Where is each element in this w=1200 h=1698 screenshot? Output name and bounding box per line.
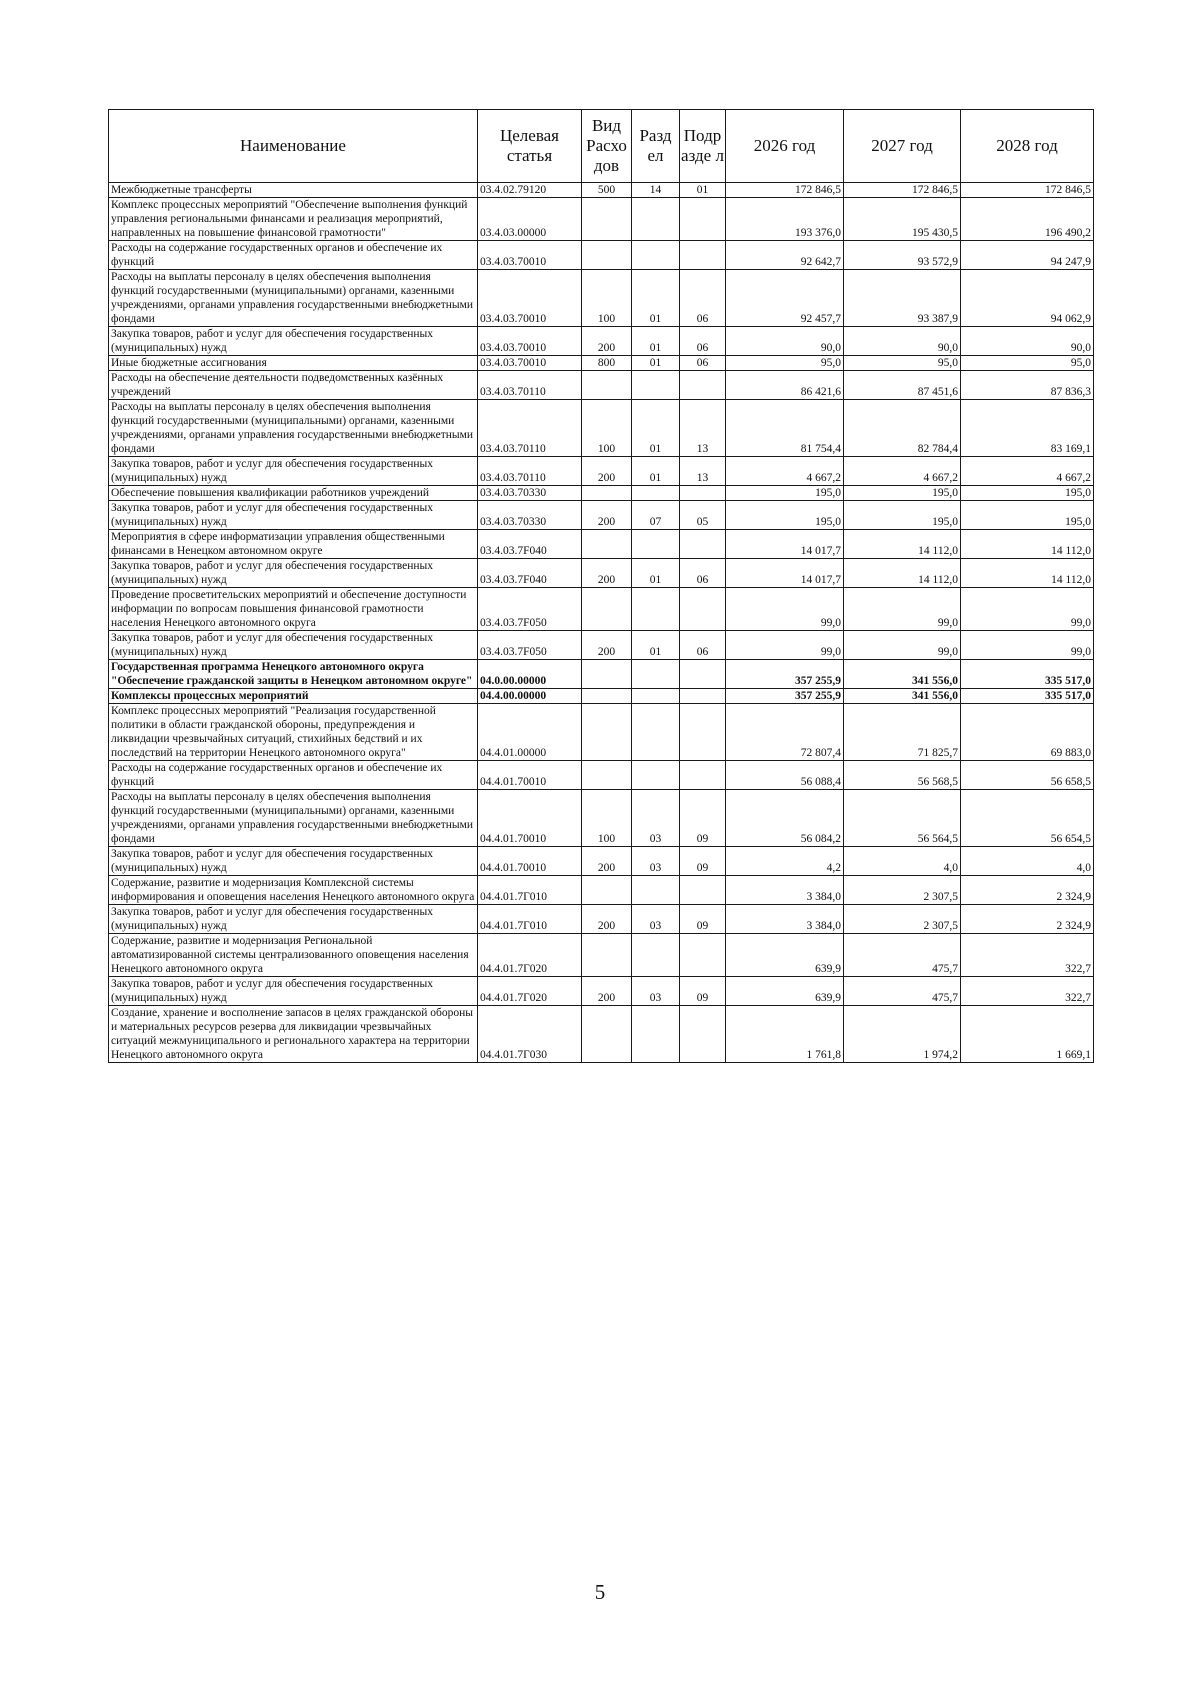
row-value-2028: 1 669,1 (961, 1006, 1094, 1063)
row-value-2027: 195,0 (844, 486, 961, 501)
row-section (632, 241, 680, 270)
table-row (109, 761, 1094, 790)
row-subsection: 05 (680, 501, 726, 530)
row-value-2028: 172 846,5 (961, 183, 1094, 198)
row-name: Закупка товаров, работ и услуг для обеспечения государственных (муниципальных) нужд (109, 977, 478, 1006)
table-row (109, 631, 1094, 660)
table-header-row (109, 110, 1094, 183)
row-value-2028: 4 667,2 (961, 457, 1094, 486)
row-value-2026: 95,0 (726, 356, 844, 371)
row-section: 14 (632, 183, 680, 198)
row-name: Расходы на содержание государственных органов и обеспечение их функций (109, 761, 478, 790)
row-expense-type (582, 1006, 632, 1063)
row-value-2028: 99,0 (961, 631, 1094, 660)
row-name: Государственная программа Ненецкого автономного округа "Обеспечение гражданской защиты в Ненецком автономном округе" (109, 660, 478, 689)
row-section (632, 588, 680, 631)
row-expense-type (582, 934, 632, 977)
row-value-2028: 195,0 (961, 486, 1094, 501)
table-row (109, 1006, 1094, 1063)
row-value-2027: 475,7 (844, 934, 961, 977)
row-expense-type: 500 (582, 183, 632, 198)
table-row (109, 704, 1094, 761)
row-name: Закупка товаров, работ и услуг для обеспечения государственных (муниципальных) нужд (109, 631, 478, 660)
row-section: 03 (632, 790, 680, 847)
row-name: Закупка товаров, работ и услуг для обеспечения государственных (муниципальных) нужд (109, 501, 478, 530)
row-target-code: 04.4.00.00000 (478, 689, 582, 704)
row-expense-type (582, 704, 632, 761)
row-name: Закупка товаров, работ и услуг для обеспечения государственных (муниципальных) нужд (109, 559, 478, 588)
table-row (109, 400, 1094, 457)
header-year-2028: 2028 год (961, 110, 1094, 183)
row-value-2028: 56 658,5 (961, 761, 1094, 790)
row-value-2027: 195,0 (844, 501, 961, 530)
row-expense-type (582, 761, 632, 790)
table-row (109, 689, 1094, 704)
table-row (109, 356, 1094, 371)
row-section (632, 198, 680, 241)
row-value-2028: 322,7 (961, 977, 1094, 1006)
row-target-code: 04.4.01.7Г030 (478, 1006, 582, 1063)
row-subsection: 06 (680, 559, 726, 588)
row-section (632, 486, 680, 501)
row-expense-type: 200 (582, 501, 632, 530)
row-name: Межбюджетные трансферты (109, 183, 478, 198)
row-subsection: 13 (680, 457, 726, 486)
row-section (632, 660, 680, 689)
row-value-2026: 357 255,9 (726, 660, 844, 689)
row-subsection: 06 (680, 327, 726, 356)
row-name: Содержание, развитие и модернизация Региональной автоматизированной системы централизованного оповещения населения Ненецкого автономного округа (109, 934, 478, 977)
row-name: Расходы на выплаты персоналу в целях обеспечения выполнения функций государственными (муниципальными) органами, казенными учреждениями, органами управления государственными внебюджетными фондами (109, 790, 478, 847)
row-value-2027: 93 572,9 (844, 241, 961, 270)
row-subsection: 09 (680, 790, 726, 847)
row-subsection (680, 761, 726, 790)
header-expense-type: Вид Расхо дов (582, 110, 632, 183)
row-value-2026: 4,2 (726, 847, 844, 876)
row-name: Закупка товаров, работ и услуг для обеспечения государственных (муниципальных) нужд (109, 457, 478, 486)
table-row (109, 327, 1094, 356)
row-target-code: 03.4.02.79120 (478, 183, 582, 198)
row-subsection (680, 689, 726, 704)
row-section: 01 (632, 457, 680, 486)
row-value-2028: 69 883,0 (961, 704, 1094, 761)
row-target-code: 03.4.03.70110 (478, 371, 582, 400)
row-value-2026: 1 761,8 (726, 1006, 844, 1063)
row-value-2026: 172 846,5 (726, 183, 844, 198)
row-value-2027: 90,0 (844, 327, 961, 356)
row-expense-type (582, 588, 632, 631)
row-expense-type: 100 (582, 790, 632, 847)
row-subsection: 06 (680, 631, 726, 660)
row-expense-type (582, 486, 632, 501)
row-target-code: 03.4.03.70330 (478, 501, 582, 530)
table-row (109, 270, 1094, 327)
row-expense-type (582, 198, 632, 241)
row-name: Расходы на содержание государственных органов и обеспечение их функций (109, 241, 478, 270)
row-name: Комплексы процессных мероприятий (109, 689, 478, 704)
table-row (109, 934, 1094, 977)
row-target-code: 04.0.00.00000 (478, 660, 582, 689)
row-value-2028: 335 517,0 (961, 689, 1094, 704)
table-row (109, 559, 1094, 588)
row-value-2027: 56 568,5 (844, 761, 961, 790)
row-value-2028: 87 836,3 (961, 371, 1094, 400)
row-expense-type (582, 660, 632, 689)
row-value-2026: 92 457,7 (726, 270, 844, 327)
row-value-2028: 90,0 (961, 327, 1094, 356)
row-name: Комплекс процессных мероприятий "Обеспечение выполнения функций управления региональными финансами и реализация мероприятий, направленных на повышение финансовой грамотности" (109, 198, 478, 241)
row-section: 01 (632, 270, 680, 327)
header-target: Целевая статья (478, 110, 582, 183)
row-value-2027: 87 451,6 (844, 371, 961, 400)
row-subsection (680, 660, 726, 689)
row-target-code: 04.4.01.7Г010 (478, 905, 582, 934)
table-row (109, 486, 1094, 501)
row-target-code: 03.4.03.70330 (478, 486, 582, 501)
row-target-code: 03.4.03.70010 (478, 241, 582, 270)
row-value-2027: 475,7 (844, 977, 961, 1006)
row-value-2028: 14 112,0 (961, 559, 1094, 588)
row-target-code: 04.4.01.70010 (478, 761, 582, 790)
row-expense-type (582, 876, 632, 905)
row-value-2026: 92 642,7 (726, 241, 844, 270)
row-value-2027: 2 307,5 (844, 876, 961, 905)
row-target-code: 03.4.03.00000 (478, 198, 582, 241)
row-value-2026: 357 255,9 (726, 689, 844, 704)
row-value-2027: 82 784,4 (844, 400, 961, 457)
row-value-2026: 99,0 (726, 588, 844, 631)
row-subsection: 13 (680, 400, 726, 457)
row-expense-type: 200 (582, 905, 632, 934)
row-name: Закупка товаров, работ и услуг для обеспечения государственных (муниципальных) нужд (109, 327, 478, 356)
row-value-2026: 81 754,4 (726, 400, 844, 457)
row-section (632, 876, 680, 905)
table-row (109, 198, 1094, 241)
row-target-code: 03.4.03.70010 (478, 270, 582, 327)
row-value-2026: 86 421,6 (726, 371, 844, 400)
row-value-2027: 172 846,5 (844, 183, 961, 198)
row-expense-type: 200 (582, 559, 632, 588)
table-row (109, 977, 1094, 1006)
row-expense-type: 200 (582, 457, 632, 486)
row-expense-type: 200 (582, 631, 632, 660)
row-expense-type: 200 (582, 847, 632, 876)
row-section (632, 530, 680, 559)
row-subsection (680, 198, 726, 241)
row-section (632, 689, 680, 704)
row-subsection (680, 486, 726, 501)
row-value-2027: 56 564,5 (844, 790, 961, 847)
row-name: Закупка товаров, работ и услуг для обеспечения государственных (муниципальных) нужд (109, 905, 478, 934)
row-subsection: 09 (680, 977, 726, 1006)
row-value-2027: 14 112,0 (844, 559, 961, 588)
row-target-code: 03.4.03.7F040 (478, 530, 582, 559)
row-value-2027: 4 667,2 (844, 457, 961, 486)
row-subsection: 06 (680, 270, 726, 327)
row-section: 01 (632, 327, 680, 356)
table-body (109, 183, 1094, 1063)
row-section (632, 761, 680, 790)
table-row (109, 241, 1094, 270)
row-section: 01 (632, 559, 680, 588)
row-expense-type: 100 (582, 400, 632, 457)
row-expense-type (582, 689, 632, 704)
row-subsection: 09 (680, 905, 726, 934)
row-value-2026: 99,0 (726, 631, 844, 660)
table-row (109, 876, 1094, 905)
row-target-code: 03.4.03.7F050 (478, 631, 582, 660)
row-value-2026: 195,0 (726, 501, 844, 530)
row-value-2027: 99,0 (844, 588, 961, 631)
row-section: 01 (632, 400, 680, 457)
row-value-2026: 72 807,4 (726, 704, 844, 761)
row-name: Комплекс процессных мероприятий "Реализация государственной политики в области гражданской обороны, предупреждения и ликвидации чрезвычайных ситуаций, стихийных бедствий и их последствий на территории Ненецкого автономного округа" (109, 704, 478, 761)
table-row (109, 847, 1094, 876)
row-expense-type: 200 (582, 977, 632, 1006)
row-subsection (680, 1006, 726, 1063)
row-target-code: 03.4.03.70010 (478, 356, 582, 371)
budget-table (108, 109, 1094, 1063)
row-target-code: 04.4.01.7Г020 (478, 977, 582, 1006)
row-target-code: 04.4.01.70010 (478, 847, 582, 876)
row-name: Обеспечение повышения квалификации работников учреждений (109, 486, 478, 501)
row-name: Создание, хранение и восполнение запасов в целях гражданской обороны и материальных ресурсов резерва для ликвидации чрезвычайных ситуаций межмуниципального и регионального характера на территории Ненецкого автономного округа (109, 1006, 478, 1063)
row-value-2028: 83 169,1 (961, 400, 1094, 457)
row-value-2028: 95,0 (961, 356, 1094, 371)
row-name: Закупка товаров, работ и услуг для обеспечения государственных (муниципальных) нужд (109, 847, 478, 876)
row-target-code: 04.4.01.7Г020 (478, 934, 582, 977)
row-value-2028: 14 112,0 (961, 530, 1094, 559)
row-value-2026: 195,0 (726, 486, 844, 501)
row-target-code: 04.4.01.70010 (478, 790, 582, 847)
row-name: Расходы на обеспечение деятельности подведомственных казённых учреждений (109, 371, 478, 400)
row-target-code: 04.4.01.00000 (478, 704, 582, 761)
row-value-2026: 4 667,2 (726, 457, 844, 486)
row-value-2028: 56 654,5 (961, 790, 1094, 847)
row-value-2027: 95,0 (844, 356, 961, 371)
row-name: Проведение просветительских мероприятий и обеспечение доступности информации по вопросам повышения финансовой грамотности населения Ненецкого автономного округа (109, 588, 478, 631)
row-section: 03 (632, 977, 680, 1006)
row-expense-type: 200 (582, 327, 632, 356)
table-row (109, 660, 1094, 689)
row-value-2028: 195,0 (961, 501, 1094, 530)
row-value-2028: 94 247,9 (961, 241, 1094, 270)
header-section: Разд ел (632, 110, 680, 183)
header-year-2026: 2026 год (726, 110, 844, 183)
row-name: Содержание, развитие и модернизация Комплексной системы информирования и оповещения населения Ненецкого автономного округа (109, 876, 478, 905)
row-value-2026: 3 384,0 (726, 905, 844, 934)
table-row (109, 905, 1094, 934)
row-value-2028: 2 324,9 (961, 905, 1094, 934)
row-expense-type (582, 530, 632, 559)
row-value-2027: 195 430,5 (844, 198, 961, 241)
row-value-2028: 322,7 (961, 934, 1094, 977)
row-value-2027: 4,0 (844, 847, 961, 876)
row-subsection: 09 (680, 847, 726, 876)
row-section: 01 (632, 356, 680, 371)
row-value-2026: 14 017,7 (726, 559, 844, 588)
row-value-2028: 4,0 (961, 847, 1094, 876)
row-target-code: 04.4.01.7Г010 (478, 876, 582, 905)
row-section (632, 1006, 680, 1063)
row-name: Расходы на выплаты персоналу в целях обеспечения выполнения функций государственными (муниципальными) органами, казенными учреждениями, органами управления государственными внебюджетными фондами (109, 270, 478, 327)
table-row (109, 790, 1094, 847)
row-expense-type (582, 241, 632, 270)
row-section (632, 934, 680, 977)
table-row (109, 530, 1094, 559)
row-subsection (680, 371, 726, 400)
row-value-2028: 99,0 (961, 588, 1094, 631)
row-value-2026: 90,0 (726, 327, 844, 356)
row-value-2028: 196 490,2 (961, 198, 1094, 241)
row-value-2028: 94 062,9 (961, 270, 1094, 327)
row-value-2026: 56 084,2 (726, 790, 844, 847)
row-value-2026: 639,9 (726, 934, 844, 977)
table-row (109, 371, 1094, 400)
row-name: Иные бюджетные ассигнования (109, 356, 478, 371)
header-name: Наименование (109, 110, 478, 183)
row-section: 03 (632, 905, 680, 934)
table-row (109, 457, 1094, 486)
row-target-code: 03.4.03.70110 (478, 457, 582, 486)
row-section: 07 (632, 501, 680, 530)
page-number: 5 (594, 1580, 606, 1604)
row-expense-type: 100 (582, 270, 632, 327)
row-value-2026: 56 088,4 (726, 761, 844, 790)
row-subsection: 06 (680, 356, 726, 371)
row-subsection (680, 588, 726, 631)
row-value-2026: 639,9 (726, 977, 844, 1006)
row-expense-type (582, 371, 632, 400)
row-value-2028: 2 324,9 (961, 876, 1094, 905)
row-subsection (680, 530, 726, 559)
row-value-2027: 99,0 (844, 631, 961, 660)
header-subsection: Подр азде л (680, 110, 726, 183)
table-row (109, 588, 1094, 631)
row-value-2026: 3 384,0 (726, 876, 844, 905)
row-value-2027: 341 556,0 (844, 689, 961, 704)
row-target-code: 03.4.03.7F050 (478, 588, 582, 631)
row-value-2027: 1 974,2 (844, 1006, 961, 1063)
row-section: 03 (632, 847, 680, 876)
row-value-2027: 14 112,0 (844, 530, 961, 559)
row-section: 01 (632, 631, 680, 660)
row-subsection (680, 704, 726, 761)
row-subsection (680, 241, 726, 270)
row-subsection (680, 934, 726, 977)
table-row (109, 183, 1094, 198)
row-target-code: 03.4.03.70110 (478, 400, 582, 457)
row-section (632, 371, 680, 400)
row-subsection (680, 876, 726, 905)
row-subsection: 01 (680, 183, 726, 198)
row-value-2028: 335 517,0 (961, 660, 1094, 689)
row-value-2027: 2 307,5 (844, 905, 961, 934)
row-name: Расходы на выплаты персоналу в целях обеспечения выполнения функций государственными (муниципальными) органами, казенными учреждениями, органами управления государственными внебюджетными фондами (109, 400, 478, 457)
row-expense-type: 800 (582, 356, 632, 371)
header-year-2027: 2027 год (844, 110, 961, 183)
row-value-2026: 14 017,7 (726, 530, 844, 559)
row-value-2027: 71 825,7 (844, 704, 961, 761)
row-value-2027: 341 556,0 (844, 660, 961, 689)
row-section (632, 704, 680, 761)
row-name: Мероприятия в сфере информатизации управления общественными финансами в Ненецком автономном округе (109, 530, 478, 559)
row-value-2026: 193 376,0 (726, 198, 844, 241)
row-target-code: 03.4.03.70010 (478, 327, 582, 356)
table-row (109, 501, 1094, 530)
row-target-code: 03.4.03.7F040 (478, 559, 582, 588)
row-value-2027: 93 387,9 (844, 270, 961, 327)
